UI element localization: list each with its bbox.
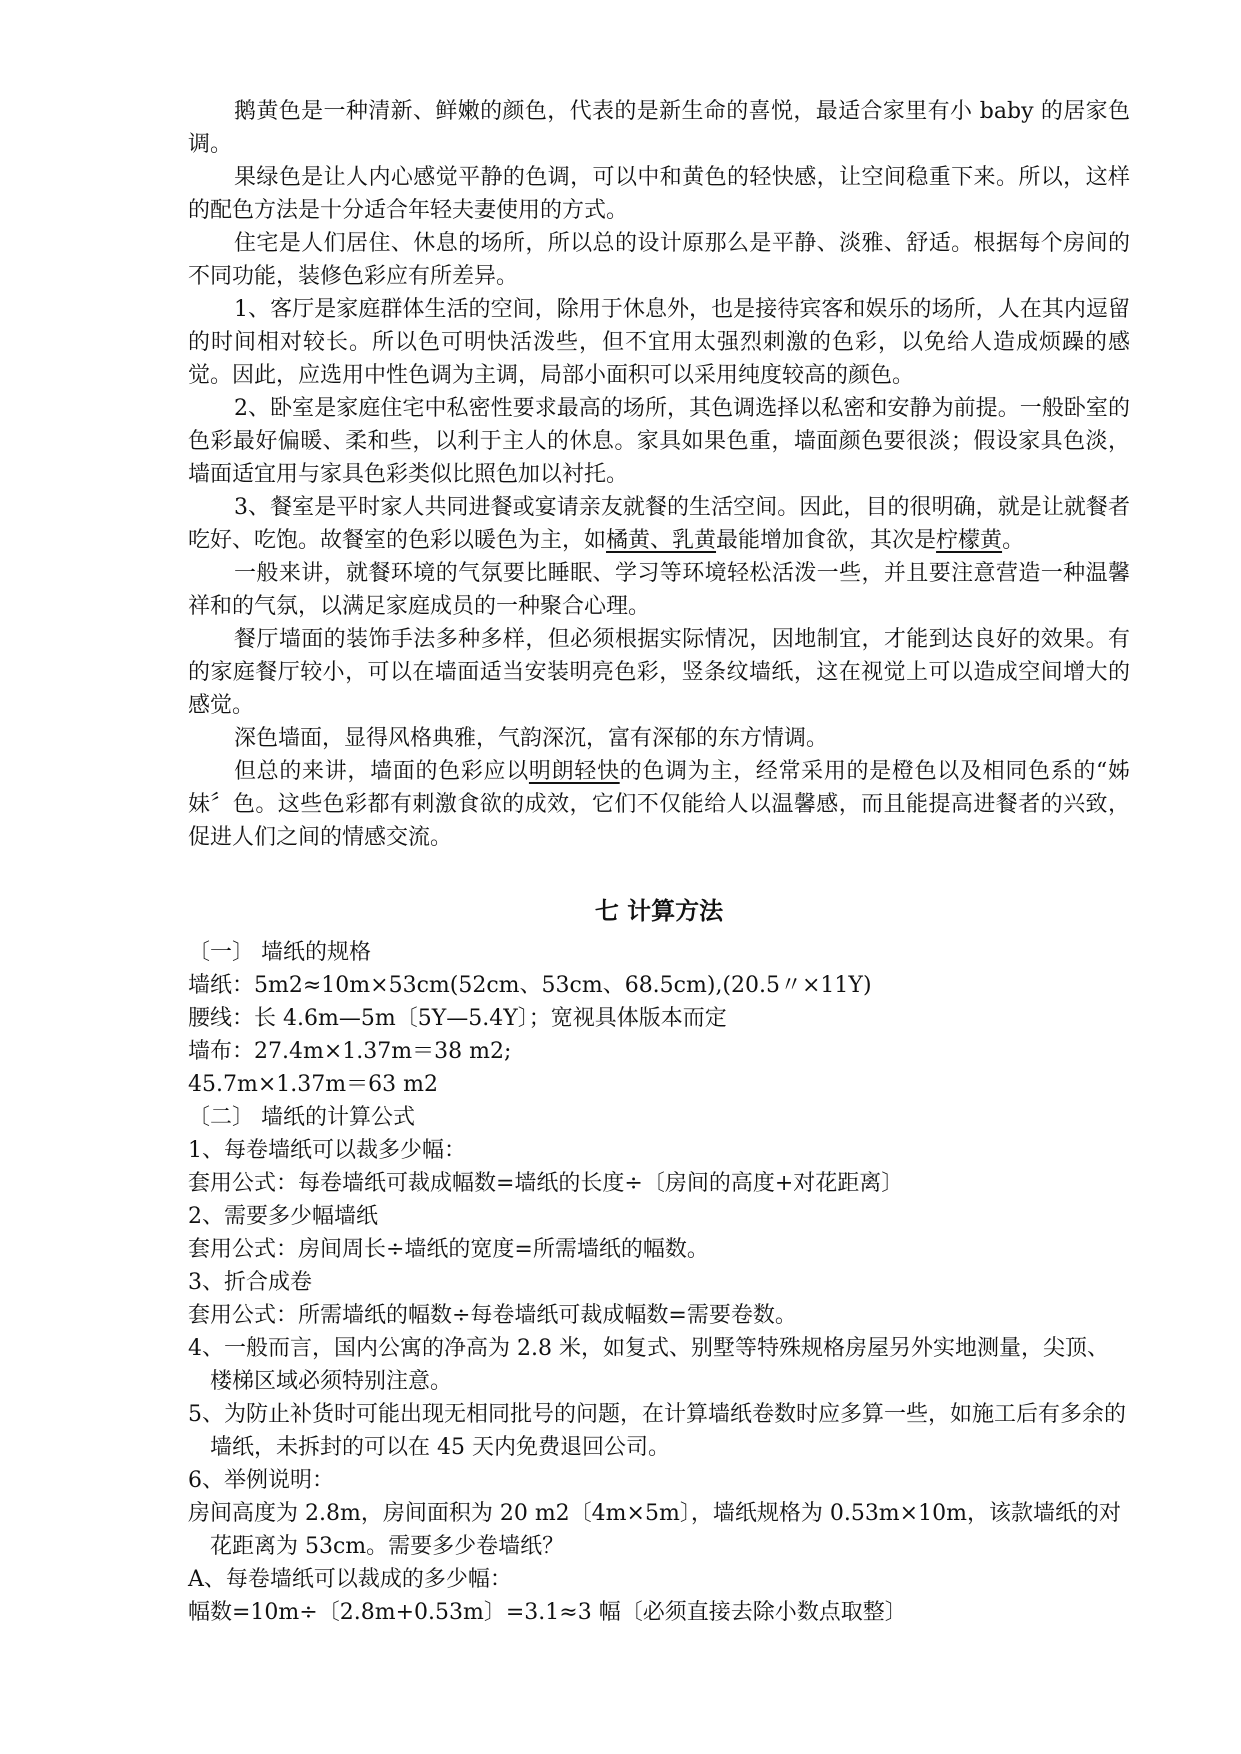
section-line: 墙布：27.4m×1.37m＝38 m2; <box>188 1039 512 1064</box>
section-line: 墙纸：5m2≈10m×53cm(52cm、53cm、68.5cm),(20.5〃×11Y) <box>188 973 872 998</box>
section-line: 套用公式：每卷墙纸可裁成幅数=墙纸的长度÷〔房间的高度+对花距离〕 <box>188 1171 904 1196</box>
section-line: 腰线：长 4.6m—5m〔5Y—5.4Y〕；宽视具体版本而定 <box>188 1006 727 1031</box>
paragraph-wall-decoration: 餐厅墙面的装饰手法多种多样，但必须根据实际情况，因地制宜，才能到达良好的效果。有的家庭餐厅较小，可以在墙面适当安装明亮色彩，竖条纹墙纸，这在视觉上可以造成空间增大的感觉。 <box>188 627 1130 718</box>
section-line: 3、折合成卷 <box>188 1270 312 1295</box>
section-line: 〔二〕 墙纸的计算公式 <box>188 1105 415 1130</box>
paragraph-residence: 住宅是人们居住、休息的场所，所以总的设计原那么是平静、淡雅、舒适。根据每个房间的不同功能，装修色彩应有所差异。 <box>188 231 1130 289</box>
section-line: 幅数=10m÷〔2.8m+0.53m〕=3.1≈3 幅〔必须直接去除小数点取整〕 <box>188 1600 907 1625</box>
document-page <box>188 95 1130 1629</box>
paragraph-dark-wall: 深色墙面，显得风格典雅，气韵深沉，富有深郁的东方情调。 <box>234 726 829 751</box>
section-line: 2、需要多少幅墙纸 <box>188 1204 378 1229</box>
section-line: 1、每卷墙纸可以裁多少幅： <box>188 1138 466 1163</box>
underlined-text: 明朗轻快 <box>528 759 620 784</box>
section-line: 6、举例说明： <box>188 1468 334 1493</box>
section-line: 套用公式：房间周长÷墙纸的宽度=所需墙纸的幅数。 <box>188 1237 709 1262</box>
section-line: 〔一〕 墙纸的规格 <box>188 940 371 965</box>
paragraph-fruit-green: 果绿色是让人内心感觉平静的色调，可以中和黄色的轻快感，让空间稳重下来。所以，这样的配色方法是十分适合年轻夫妻使用的方式。 <box>188 165 1130 223</box>
section-line: 5、为防止补货时可能出现无相同批号的问题，在计算墙纸卷数时应多算一些，如施工后有多余的墙纸，未拆封的可以在 45 天内免费退回公司。 <box>188 1402 1127 1460</box>
text-run: 但总的来讲，墙面的色彩应以 <box>234 759 529 784</box>
text-run: 最能增加食欲，其次是 <box>716 528 937 553</box>
paragraph-living-room: 1、客厅是家庭群体生活的空间，除用于休息外，也是接待宾客和娱乐的场所，人在其内逗留的时间相对较长。所以色可明快活泼些，但不宜用太强烈刺激的色彩，以免给人造成烦躁的感觉。因此，应选用中性色调为主调，局部小面积可以采用纯度较高的颜色。 <box>188 297 1130 388</box>
underlined-text: 柠檬黄 <box>936 528 1003 553</box>
paragraph-dining-room <box>188 491 1130 557</box>
paragraph-goose-yellow: 鹅黄色是一种清新、鲜嫩的颜色，代表的是新生命的喜悦，最适合家里有小 baby 的居家色调。 <box>188 99 1130 157</box>
section-line: A、每卷墙纸可以裁成的多少幅： <box>188 1567 512 1592</box>
section-line: 房间高度为 2.8m，房间面积为 20 m2〔4m×5m〕，墙纸规格为 0.53m×10m，该款墙纸的对花距离为 53cm。需要多少卷墙纸？ <box>188 1501 1121 1559</box>
section-line: 4、一般而言，国内公寓的净高为 2.8 米，如复式、别墅等特殊规格房屋另外实地测量，尖顶、楼梯区域必须特别注意。 <box>188 1336 1109 1394</box>
section-line: 45.7m×1.37m＝63 m2 <box>188 1072 438 1097</box>
section-line: 套用公式：所需墙纸的幅数÷每卷墙纸可裁成幅数=需要卷数。 <box>188 1303 797 1328</box>
section-title: 七 计算方法 <box>594 896 724 925</box>
paragraph-wall-color <box>188 755 1130 854</box>
text-run: 的色调为主，经常采用的是橙色以及相同色系的“姊妹〞色。这些色彩都有刺激食欲的成效，它们不仅能给人以温馨感，而且能提高进餐者的兴致，促进人们之间的情感交流。 <box>188 759 1130 850</box>
paragraph-bedroom: 2、卧室是家庭住宅中私密性要求最高的场所，其色调选择以私密和安静为前提。一般卧室的色彩最好偏暖、柔和些，以利于主人的休息。家具如果色重，墙面颜色要很淡；假设家具色淡，墙面适宜用与家具色彩类似比照色加以衬托。 <box>188 396 1130 487</box>
paragraph-dining-atmosphere: 一般来讲，就餐环境的气氛要比睡眠、学习等环境轻松活泼一些，并且要注意营造一种温馨祥和的气氛，以满足家庭成员的一种聚合心理。 <box>188 561 1130 619</box>
text-run: 。 <box>1002 528 1025 553</box>
text-run: 3、餐室是平时家人共同进餐或宴请亲友就餐的生活空间。因此，目的很明确，就是让就餐者吃好、吃饱。故餐室的色彩以暖色为主，如 <box>188 495 1130 553</box>
underlined-text: 橘黄、乳黄 <box>606 528 717 553</box>
